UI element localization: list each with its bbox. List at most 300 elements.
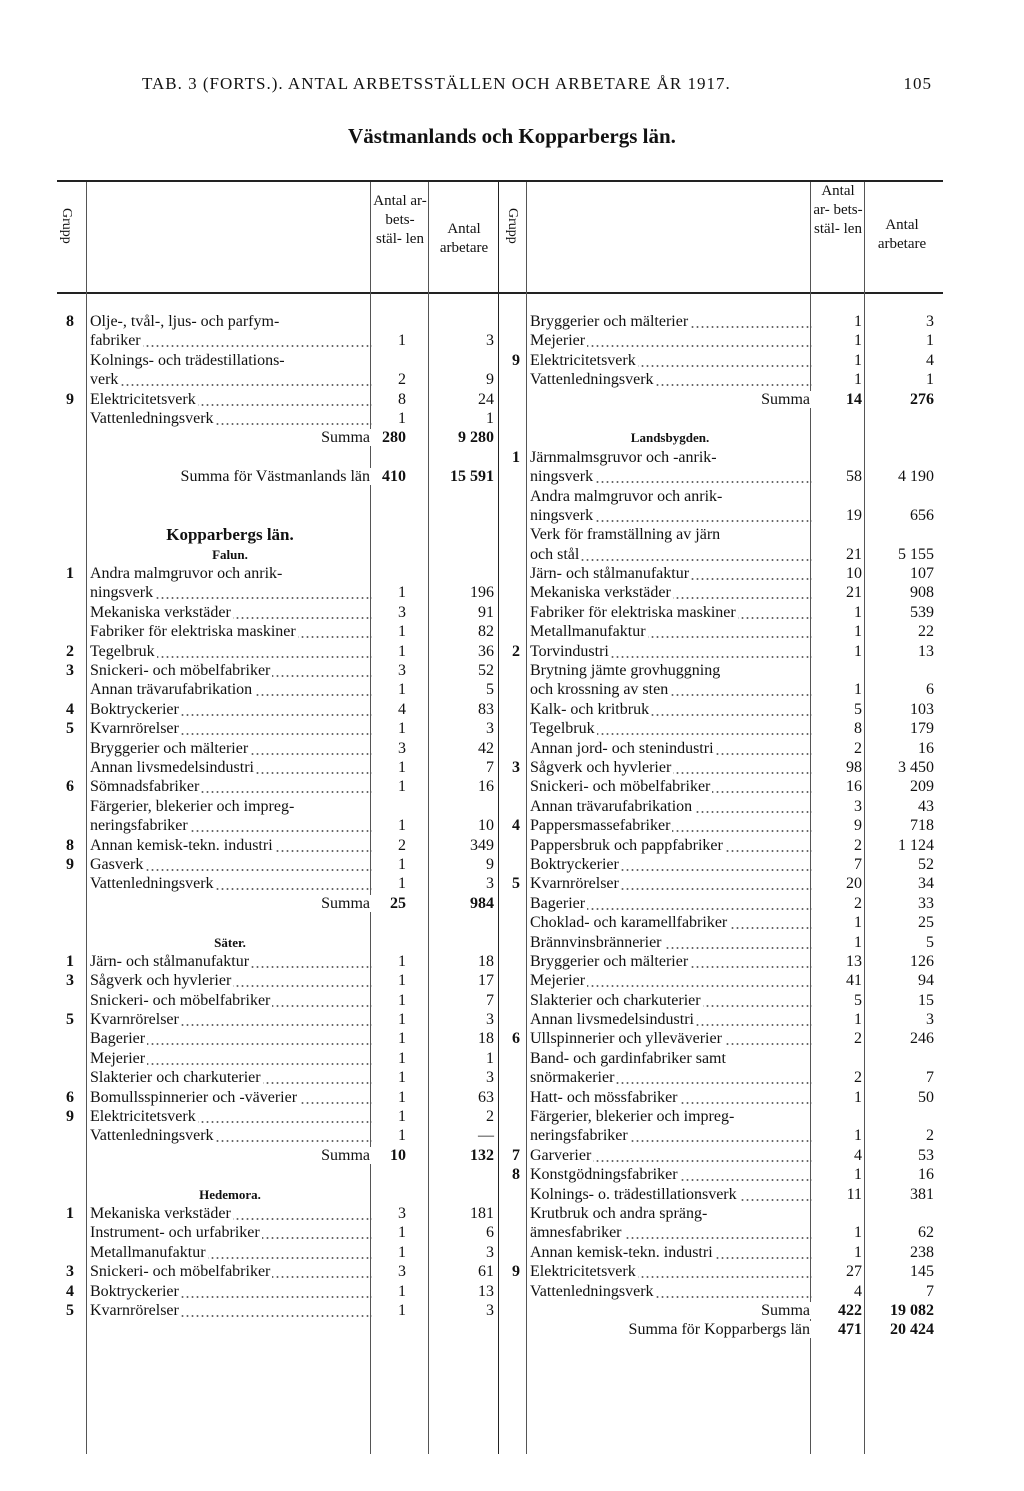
workplaces-value: 1 bbox=[398, 758, 406, 776]
stallen-header-right: Antal ar- bets- stäl- len bbox=[813, 183, 863, 237]
row-label: Säter. bbox=[214, 934, 246, 950]
workplaces-value: 1 bbox=[854, 681, 862, 699]
workers-value: 1 bbox=[926, 332, 934, 350]
row-label-cell bbox=[530, 952, 812, 971]
workplaces-value: 16 bbox=[846, 778, 862, 796]
workers-value: 42 bbox=[478, 739, 494, 757]
row-label-cell bbox=[90, 564, 372, 583]
row-label: neringsfabriker bbox=[90, 817, 188, 835]
row-label-cell bbox=[90, 1165, 372, 1184]
row-label: Metallmanufaktur bbox=[530, 623, 646, 641]
row-label: Boktryckerier bbox=[90, 700, 179, 718]
row-label-cell bbox=[90, 874, 372, 893]
workers-value: 36 bbox=[478, 642, 494, 660]
row-label-cell bbox=[530, 1068, 812, 1087]
row-label: Järn- och stålmanufaktur bbox=[530, 565, 690, 583]
row-label-cell bbox=[90, 1029, 372, 1048]
row-label-cell bbox=[90, 642, 372, 661]
row-label-cell bbox=[530, 1029, 812, 1048]
row-label: Snickeri- och möbelfabriker bbox=[530, 778, 711, 796]
row-label: ningsverk bbox=[530, 468, 594, 486]
workplaces-value: 1 bbox=[854, 371, 862, 389]
row-label-cell bbox=[530, 874, 812, 893]
workplaces-value: 1 bbox=[398, 1030, 406, 1048]
workplaces-value: 1 bbox=[398, 1069, 406, 1087]
workplaces-value: 10 bbox=[390, 1146, 406, 1164]
workplaces-value: 471 bbox=[838, 1321, 862, 1339]
group-number: 3 bbox=[66, 1263, 74, 1281]
workers-value: 7 bbox=[486, 991, 494, 1009]
workers-value: 7 bbox=[926, 1282, 934, 1300]
workers-value: 3 bbox=[486, 1301, 494, 1319]
row-label: Fabriker för elektriska maskiner bbox=[530, 603, 736, 621]
workers-value: 656 bbox=[910, 506, 934, 524]
row-label-cell bbox=[90, 913, 372, 932]
row-label: Bagerier bbox=[90, 1030, 146, 1048]
workplaces-value: 1 bbox=[398, 952, 406, 970]
row-label: Vattenledningsverk bbox=[90, 875, 214, 893]
row-label-cell bbox=[90, 797, 372, 816]
center-divider bbox=[498, 182, 499, 1454]
row-label-cell bbox=[530, 836, 812, 855]
workers-value: 19 082 bbox=[890, 1301, 934, 1319]
group-number: 6 bbox=[66, 1088, 74, 1106]
row-label: Bomullsspinnerier och -väverier bbox=[90, 1088, 298, 1106]
workplaces-value: 1 bbox=[398, 332, 406, 350]
workers-value: 107 bbox=[910, 565, 934, 583]
divider-line bbox=[428, 182, 429, 1454]
workplaces-value: 1 bbox=[854, 1224, 862, 1242]
workers-value: 9 280 bbox=[458, 429, 494, 447]
workers-value: 15 bbox=[918, 991, 934, 1009]
row-label-cell bbox=[530, 642, 812, 661]
workers-value: 718 bbox=[910, 817, 934, 835]
workers-value: 5 bbox=[926, 933, 934, 951]
workplaces-value: 1 bbox=[854, 332, 862, 350]
workers-value: 246 bbox=[910, 1030, 934, 1048]
workplaces-value: 27 bbox=[846, 1263, 862, 1281]
workplaces-value: 1 bbox=[854, 1243, 862, 1261]
row-label: Järnmalmsgruvor och -anrik- bbox=[530, 448, 717, 466]
row-label: Fabriker för elektriska maskiner bbox=[90, 623, 296, 641]
workers-value: 62 bbox=[918, 1224, 934, 1242]
workplaces-value: 1 bbox=[854, 914, 862, 932]
row-label-cell bbox=[530, 1010, 812, 1029]
row-label: Kvarnrörelser bbox=[90, 1011, 179, 1029]
row-label-cell bbox=[90, 836, 372, 855]
workplaces-value: 1 bbox=[398, 1108, 406, 1126]
row-label-cell bbox=[530, 913, 812, 932]
row-label: och stål bbox=[530, 545, 580, 563]
workers-value: 33 bbox=[918, 894, 934, 912]
workplaces-value: 3 bbox=[854, 797, 862, 815]
row-label-cell bbox=[90, 448, 372, 467]
workers-value: 63 bbox=[478, 1088, 494, 1106]
group-number: 3 bbox=[66, 972, 74, 990]
group-number: 8 bbox=[66, 313, 74, 330]
row-label-cell bbox=[530, 1088, 812, 1107]
row-label-cell bbox=[530, 797, 812, 816]
group-number: 2 bbox=[66, 642, 74, 660]
workers-value: 3 bbox=[926, 313, 934, 330]
workers-value: 53 bbox=[918, 1146, 934, 1164]
row-label: Annan trävarufabrikation bbox=[90, 681, 253, 699]
workers-value: 3 bbox=[486, 332, 494, 350]
row-label: Kvarnrörelser bbox=[530, 875, 619, 893]
workplaces-value: 1 bbox=[398, 991, 406, 1009]
workplaces-value: 3 bbox=[398, 1263, 406, 1281]
row-label: Summa för Västmanlands län bbox=[180, 468, 370, 486]
workplaces-value: 1 bbox=[398, 1011, 406, 1029]
workplaces-value: 8 bbox=[854, 720, 862, 738]
row-label: Band- och gardinfabriker samt bbox=[530, 1049, 726, 1067]
row-label-cell bbox=[90, 1010, 372, 1029]
workplaces-value: 11 bbox=[846, 1185, 862, 1203]
workers-value: 9 bbox=[486, 371, 494, 389]
row-label-cell bbox=[530, 1223, 812, 1242]
row-label-cell bbox=[90, 622, 372, 641]
workplaces-value: 2 bbox=[854, 1030, 862, 1048]
workers-value: 3 bbox=[486, 875, 494, 893]
workplaces-value: 1 bbox=[398, 1088, 406, 1106]
workplaces-value: 1 bbox=[398, 623, 406, 641]
group-number: 6 bbox=[512, 1030, 520, 1048]
row-label: Kopparbergs län. bbox=[166, 525, 294, 545]
row-label-cell bbox=[90, 816, 372, 835]
workers-value: 16 bbox=[918, 1166, 934, 1184]
row-label: Mekaniska verkstäder bbox=[90, 603, 231, 621]
workplaces-value: 3 bbox=[398, 662, 406, 680]
workers-value: 20 424 bbox=[890, 1321, 934, 1339]
row-label-cell bbox=[90, 855, 372, 874]
workers-value: 181 bbox=[470, 1204, 494, 1222]
row-label: Vattenledningsverk bbox=[530, 1282, 654, 1300]
workers-value: 2 bbox=[486, 1108, 494, 1126]
workplaces-value: 2 bbox=[398, 371, 406, 389]
row-label-cell bbox=[90, 661, 372, 680]
row-label: Gasverk bbox=[90, 855, 144, 873]
row-label-cell bbox=[530, 758, 812, 777]
workers-value: 3 450 bbox=[898, 758, 934, 776]
workplaces-value: 1 bbox=[398, 409, 406, 427]
row-label-cell bbox=[530, 351, 812, 370]
row-label-cell bbox=[90, 409, 372, 428]
workers-value: 18 bbox=[478, 952, 494, 970]
workers-value: 4 190 bbox=[898, 468, 934, 486]
row-label-cell bbox=[530, 1185, 812, 1204]
row-label-cell bbox=[90, 370, 372, 389]
workers-value: 16 bbox=[918, 739, 934, 757]
workplaces-value: 4 bbox=[854, 1282, 862, 1300]
row-label: ningsverk bbox=[530, 506, 594, 524]
row-label: Torvindustri bbox=[530, 642, 609, 660]
row-label-cell bbox=[530, 622, 812, 641]
row-label-cell bbox=[90, 894, 372, 913]
row-label: Tegelbruk bbox=[90, 642, 155, 660]
row-label: Vattenledningsverk bbox=[90, 1127, 214, 1145]
arbetare-header-right: Antal arbetare bbox=[877, 217, 927, 252]
page-number: 105 bbox=[903, 74, 932, 93]
row-label bbox=[530, 410, 532, 427]
row-label-cell bbox=[90, 933, 372, 952]
row-label bbox=[90, 914, 92, 931]
row-label-cell bbox=[530, 428, 812, 447]
workers-value: 349 bbox=[470, 836, 494, 854]
workplaces-value: 4 bbox=[398, 700, 406, 718]
row-label: Summa bbox=[321, 894, 370, 912]
row-label: Mejerier bbox=[530, 332, 586, 350]
group-number: 4 bbox=[66, 1282, 74, 1300]
row-label: Snickeri- och möbelfabriker bbox=[90, 991, 271, 1009]
row-label: Falun. bbox=[212, 546, 248, 562]
workers-value: 539 bbox=[910, 603, 934, 621]
workplaces-value: 1 bbox=[854, 623, 862, 641]
workers-value: 3 bbox=[486, 720, 494, 738]
header-title: TAB. 3 (FORTS.). ANTAL ARBETSSTÄLLEN OCH ARBETARE ÅR 1917. bbox=[142, 74, 731, 93]
row-label-cell bbox=[530, 409, 812, 428]
row-label-cell bbox=[530, 525, 812, 544]
workplaces-value: 9 bbox=[854, 817, 862, 835]
row-label-cell bbox=[530, 1320, 812, 1339]
workers-value: — bbox=[478, 1127, 494, 1145]
workers-value: 13 bbox=[478, 1282, 494, 1300]
row-label-cell bbox=[90, 1126, 372, 1145]
row-label-cell bbox=[530, 1146, 812, 1165]
row-label-cell bbox=[530, 933, 812, 952]
workplaces-value: 2 bbox=[398, 836, 406, 854]
workers-value: 1 124 bbox=[898, 836, 934, 854]
row-label-cell bbox=[90, 1223, 372, 1242]
workers-value: 5 bbox=[486, 681, 494, 699]
row-label: och krossning av sten bbox=[530, 681, 669, 699]
group-number: 4 bbox=[66, 700, 74, 718]
workplaces-value: 1 bbox=[854, 1011, 862, 1029]
workers-value: 1 bbox=[486, 1049, 494, 1067]
row-label-cell bbox=[530, 583, 812, 602]
workers-value: 15 591 bbox=[450, 468, 494, 486]
workplaces-value: 19 bbox=[846, 506, 862, 524]
row-label-cell bbox=[530, 1165, 812, 1184]
workplaces-value: 1 bbox=[854, 1166, 862, 1184]
row-label: Boktryckerier bbox=[530, 855, 619, 873]
workers-value: 1 bbox=[486, 409, 494, 427]
workers-value: 10 bbox=[478, 817, 494, 835]
row-label-cell bbox=[90, 777, 372, 796]
workplaces-value: 20 bbox=[846, 875, 862, 893]
row-label: Kvarnrörelser bbox=[90, 720, 179, 738]
row-label-cell bbox=[530, 1107, 812, 1126]
workplaces-value: 1 bbox=[398, 778, 406, 796]
workplaces-value: 2 bbox=[854, 739, 862, 757]
row-label: Verk för framställning av järn bbox=[530, 526, 721, 544]
row-label-cell bbox=[530, 816, 812, 835]
row-label-cell bbox=[90, 739, 372, 758]
row-label-cell bbox=[90, 971, 372, 990]
row-label-cell bbox=[530, 312, 812, 331]
group-number: 1 bbox=[66, 952, 74, 970]
workers-value: 52 bbox=[478, 662, 494, 680]
row-label: Annan kemisk-tekn. industri bbox=[530, 1243, 713, 1261]
workers-value: 6 bbox=[926, 681, 934, 699]
workers-value: 381 bbox=[910, 1185, 934, 1203]
row-label-cell bbox=[90, 758, 372, 777]
stallen-header-left: Antal ar- bets- stäl- len bbox=[373, 193, 427, 247]
row-label: Annan jord- och stenindustri bbox=[530, 739, 714, 757]
workplaces-value: 21 bbox=[846, 545, 862, 563]
workers-value: 24 bbox=[478, 390, 494, 408]
workers-value: 3 bbox=[926, 1011, 934, 1029]
row-label-cell bbox=[530, 390, 812, 409]
group-number: 5 bbox=[512, 875, 520, 893]
row-label-cell bbox=[530, 1126, 812, 1145]
workplaces-value: 2 bbox=[854, 894, 862, 912]
row-label: Elektricitetsverk bbox=[90, 390, 196, 408]
row-label: Vattenledningsverk bbox=[90, 409, 214, 427]
row-label-cell bbox=[90, 390, 372, 409]
row-label: Snickeri- och möbelfabriker bbox=[90, 1263, 271, 1281]
row-label: Brännvinsbrännerier bbox=[530, 933, 662, 951]
group-number: 8 bbox=[512, 1166, 520, 1184]
workers-value: 196 bbox=[470, 584, 494, 602]
workplaces-value: 1 bbox=[398, 681, 406, 699]
row-label: Slakterier och charkuterier bbox=[530, 991, 701, 1009]
workers-value: 91 bbox=[478, 603, 494, 621]
row-label-cell bbox=[90, 1243, 372, 1262]
row-label bbox=[90, 1166, 92, 1183]
row-label-cell bbox=[90, 952, 372, 971]
workers-value: 984 bbox=[470, 894, 494, 912]
grupp-header-right: Grupp bbox=[505, 208, 520, 244]
divider-line bbox=[526, 182, 527, 1454]
row-label: Garverier bbox=[530, 1146, 592, 1164]
row-label-cell bbox=[530, 1282, 812, 1301]
row-label: ämnesfabriker bbox=[530, 1224, 622, 1242]
workplaces-value: 10 bbox=[846, 565, 862, 583]
row-label-cell bbox=[530, 506, 812, 525]
workers-value: 83 bbox=[478, 700, 494, 718]
workplaces-value: 1 bbox=[398, 875, 406, 893]
row-label-cell bbox=[90, 1049, 372, 1068]
workplaces-value: 25 bbox=[390, 894, 406, 912]
row-label-cell bbox=[90, 487, 372, 506]
workers-value: 25 bbox=[918, 914, 934, 932]
row-label: Krutbruk och andra spräng- bbox=[530, 1204, 708, 1222]
row-label: snörmakerier bbox=[530, 1069, 615, 1087]
row-label: Mejerier bbox=[90, 1049, 146, 1067]
workers-value: 179 bbox=[910, 720, 934, 738]
row-label: Pappersbruk och pappfabriker bbox=[530, 836, 723, 854]
workplaces-value: 1 bbox=[854, 642, 862, 660]
workplaces-value: 1 bbox=[398, 1301, 406, 1319]
workplaces-value: 1 bbox=[398, 720, 406, 738]
group-number: 3 bbox=[512, 758, 520, 776]
row-label-cell bbox=[90, 991, 372, 1010]
workers-value: 34 bbox=[918, 875, 934, 893]
row-label-cell bbox=[90, 545, 372, 564]
row-label-cell bbox=[530, 487, 812, 506]
row-label-cell bbox=[530, 603, 812, 622]
workplaces-value: 98 bbox=[846, 758, 862, 776]
workplaces-value: 1 bbox=[854, 313, 862, 330]
row-label: Andra malmgruvor och anrik- bbox=[530, 487, 723, 505]
workers-value: 7 bbox=[486, 758, 494, 776]
row-label-cell bbox=[90, 1204, 372, 1223]
workplaces-value: 3 bbox=[398, 1204, 406, 1222]
row-label-cell bbox=[90, 1282, 372, 1301]
row-label: neringsfabriker bbox=[530, 1127, 628, 1145]
row-label-cell bbox=[530, 700, 812, 719]
row-label: Mejerier bbox=[530, 972, 586, 990]
row-label: fabriker bbox=[90, 332, 141, 350]
row-label: Elektricitetsverk bbox=[530, 351, 636, 369]
workers-value: 3 bbox=[486, 1069, 494, 1087]
workers-value: 103 bbox=[910, 700, 934, 718]
workers-value: 6 bbox=[486, 1224, 494, 1242]
workers-value: 17 bbox=[478, 972, 494, 990]
row-label bbox=[90, 449, 92, 466]
row-label-cell bbox=[90, 719, 372, 738]
row-label: Instrument- och urfabriker bbox=[90, 1224, 260, 1242]
row-label-cell bbox=[90, 312, 372, 331]
row-label: Färgerier, blekerier och impreg- bbox=[90, 797, 295, 815]
row-label: Färgerier, blekerier och impreg- bbox=[530, 1108, 735, 1126]
row-label: Annan livsmedelsindustri bbox=[530, 1011, 694, 1029]
row-label-cell bbox=[90, 700, 372, 719]
row-label-cell bbox=[530, 855, 812, 874]
row-label: Summa för Kopparbergs län bbox=[628, 1321, 810, 1339]
workplaces-value: 2 bbox=[854, 1069, 862, 1087]
group-number: 8 bbox=[66, 836, 74, 854]
row-label: ningsverk bbox=[90, 584, 154, 602]
workers-value: 52 bbox=[918, 855, 934, 873]
workplaces-value: 2 bbox=[854, 836, 862, 854]
row-label: Tegelbruk bbox=[530, 720, 595, 738]
page-title: Västmanlands och Kopparbergs län. bbox=[348, 124, 676, 148]
workers-value: 2 bbox=[926, 1127, 934, 1145]
running-header bbox=[142, 74, 932, 94]
workplaces-value: 7 bbox=[854, 855, 862, 873]
workers-value: 94 bbox=[918, 972, 934, 990]
workers-value: 132 bbox=[470, 1146, 494, 1164]
row-label-cell bbox=[90, 603, 372, 622]
workplaces-value: 1 bbox=[854, 1088, 862, 1106]
group-number: 5 bbox=[66, 1011, 74, 1029]
workplaces-value: 1 bbox=[854, 1127, 862, 1145]
group-number: 1 bbox=[512, 448, 520, 466]
workplaces-value: 1 bbox=[398, 1127, 406, 1145]
row-label: Hedemora. bbox=[199, 1186, 261, 1202]
row-label: Summa bbox=[321, 1146, 370, 1164]
row-label-cell bbox=[530, 564, 812, 583]
workers-value: 22 bbox=[918, 623, 934, 641]
group-number: 2 bbox=[512, 642, 520, 660]
workplaces-value: 5 bbox=[854, 700, 862, 718]
row-label: Kvarnrörelser bbox=[90, 1301, 179, 1319]
row-label-cell bbox=[530, 1204, 812, 1223]
workplaces-value: 1 bbox=[398, 855, 406, 873]
row-label: Boktryckerier bbox=[90, 1282, 179, 1300]
workers-value: 16 bbox=[478, 778, 494, 796]
workers-value: 145 bbox=[910, 1263, 934, 1281]
workers-value: 908 bbox=[910, 584, 934, 602]
workers-value: 276 bbox=[910, 390, 934, 408]
row-label: Bryggerier och mälterier bbox=[530, 313, 689, 330]
workplaces-value: 21 bbox=[846, 584, 862, 602]
workers-value: 5 155 bbox=[898, 545, 934, 563]
row-label: Annan kemisk-tekn. industri bbox=[90, 836, 273, 854]
workplaces-value: 3 bbox=[398, 603, 406, 621]
row-label-cell bbox=[90, 525, 372, 544]
